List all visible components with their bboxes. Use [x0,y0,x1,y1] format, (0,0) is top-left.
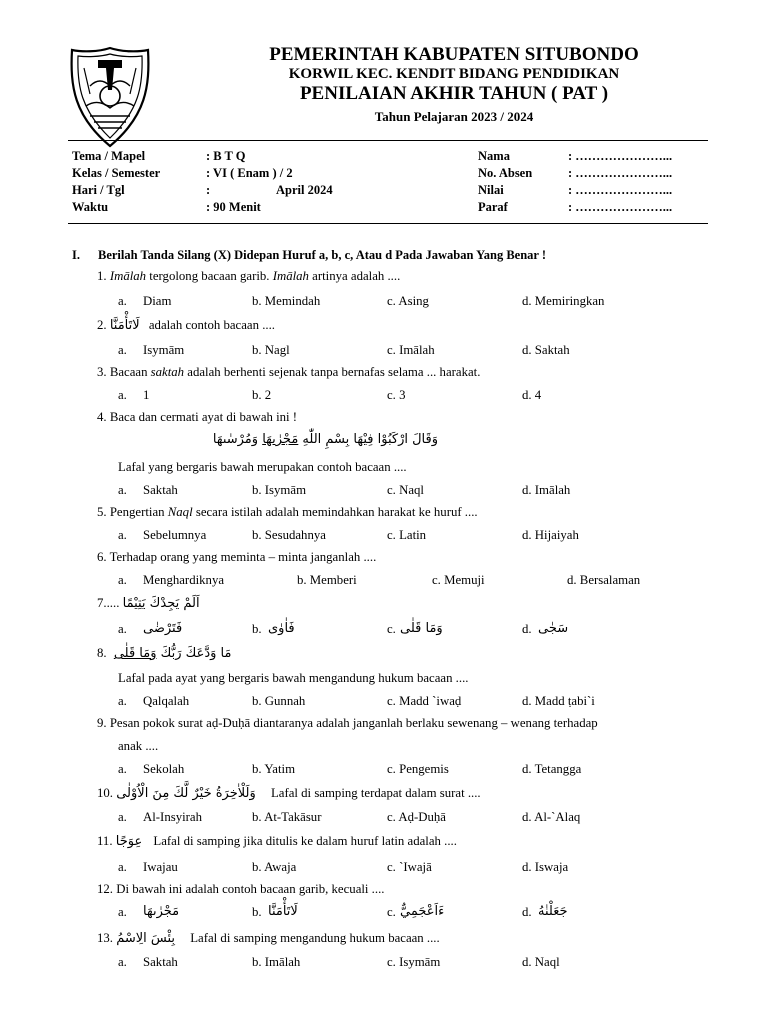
question-7 [97,595,200,612]
nilai-label: Nilai [478,183,504,197]
question-10 [97,785,481,802]
question-number: 9. [97,716,107,730]
option-b[interactable]: b. Isymām [252,483,307,497]
option-a[interactable]: 1 [143,388,150,402]
question-8 [97,645,231,662]
option-b-letter[interactable]: b. [252,905,262,919]
option-a-letter[interactable]: a. [118,343,127,357]
option-a-letter[interactable]: a. [118,294,127,308]
question-text: Di bawah ini adalah contoh bacaan garib, kecuali .... [116,882,385,896]
header-divider-bottom [68,223,708,224]
question-text: Naql [167,505,193,519]
option-d[interactable]: d. 4 [522,388,542,402]
hari-value: April 2024 [276,183,333,197]
option-c-letter[interactable]: c. [387,622,396,636]
question-number: 5. [97,505,107,519]
option-c[interactable]: c. Memuji [432,573,485,587]
option-b[interactable]: b. Imālah [252,955,301,969]
option-b[interactable]: b. Nagl [252,343,290,357]
question-text: secara istilah adalah memindahkan harakat ke huruf .... [192,505,478,519]
option-d[interactable]: d. Memiringkan [522,294,605,308]
option-a[interactable]: Al-Insyirah [143,810,202,824]
option-a-letter[interactable]: a. [118,955,127,969]
question-text: Lafal di samping jika ditulis ke dalam huruf latin adalah .... [153,834,457,848]
option-a[interactable]: مَجْرٰىهَا [143,904,180,919]
header-divider-top [68,140,708,141]
option-d[interactable]: d. Tetangga [522,762,582,776]
option-d-letter[interactable]: d. [522,622,532,636]
waktu-value: : 90 Menit [206,200,261,214]
question-text: Imālah [272,269,309,283]
option-c[interactable]: c. Pengemis [387,762,449,776]
question-text: Lafal di samping terdapat dalam surat .... [270,786,481,800]
question-9-continuation: anak .... [118,739,159,753]
question-1 [97,268,400,284]
arabic-text: وَلَلْاٰخِرَةُ خَيْرٌ لَّكَ مِنَ الْاُوْلٰى [116,786,256,801]
option-c[interactable]: c. `Iwajā [387,860,432,874]
absen-field[interactable]: : …………………... [568,166,673,180]
question-5 [97,504,478,520]
option-c-letter[interactable]: c. [387,905,396,919]
option-a-letter[interactable]: a. [118,905,127,919]
question-number: 4. [97,410,107,424]
kelas-label: Kelas / Semester [72,166,161,180]
arabic-text: لَاتَأْمَنَّا [109,318,140,333]
option-d[interactable]: d. Madd ṭabi`i [522,694,595,708]
option-a-letter[interactable]: a. [118,573,127,587]
option-c[interactable]: c. Latin [387,528,427,542]
header-government: PEMERINTAH KABUPATEN SITUBONDO [269,44,639,65]
option-b[interactable]: b. Gunnah [252,694,306,708]
question-text: Pesan pokok surat aḍ-Duḥā diantaranya adalah janganlah berlaku sewenang – wenang terhadap [109,716,598,730]
option-d[interactable]: d. Naql [522,955,560,969]
section-number: I. [72,248,80,262]
option-d[interactable]: d. Hijaiyah [522,528,579,542]
question-text: Bacaan [109,365,151,379]
nama-label: Nama [478,149,510,163]
option-b[interactable]: b. Awaja [252,860,297,874]
option-a[interactable]: Sekolah [143,762,185,776]
option-a-letter[interactable]: a. [118,810,127,824]
question-number: 6. [97,550,107,564]
question-text: Pengertian [109,505,168,519]
question-number: 12. [97,882,113,896]
question-3 [97,364,480,380]
question-text: tergolong bacaan garib. [146,269,273,283]
option-c[interactable]: c. Asing [387,294,429,308]
nilai-field[interactable]: : …………………... [568,183,673,197]
option-b[interactable]: b. Yatim [252,762,296,776]
question-12 [97,881,384,897]
header-school-year: Tahun Pelajaran 2023 / 2024 [374,109,534,124]
option-a[interactable]: Iwajau [143,860,178,874]
question-number: 13. [97,931,113,945]
header-korwil: KORWIL KEC. KENDIT BIDANG PENDIDIKAN [288,66,620,82]
question-13 [97,930,440,947]
question-text: adalah berhenti sejenak tanpa bernafas selama ... harakat. [184,365,481,379]
option-d[interactable]: d. Saktah [522,343,570,357]
option-c[interactable]: c. Imālah [387,343,435,357]
option-b[interactable]: b. Memindah [252,294,321,308]
option-a-letter[interactable]: a. [118,694,127,708]
student-info-block [72,149,712,217]
option-a[interactable]: فَتَرْضٰى [143,621,183,636]
paraf-field[interactable]: : …………………... [568,200,673,214]
option-a[interactable]: Diam [143,294,172,308]
question-number: 3. [97,365,107,379]
option-a[interactable]: Saktah [143,955,178,969]
question-number: 11. [97,834,113,848]
option-a[interactable]: Saktah [143,483,178,497]
option-a-letter[interactable]: a. [118,483,127,497]
option-d[interactable]: d. Bersalaman [567,573,641,587]
tema-label: Tema / Mapel [72,149,146,163]
hari-label: Hari / Tgl [72,183,125,197]
option-d[interactable]: d. Imālah [522,483,571,497]
option-a-letter[interactable]: a. [118,528,127,542]
option-b[interactable]: b. Sesudahnya [252,528,326,542]
option-a[interactable]: Isymām [143,343,185,357]
instruction-text: Berilah Tanda Silang (X) Didepan Huruf a, b, c, Atau d Pada Jawaban Yang Benar ! [98,248,547,262]
option-c[interactable]: c. Aḍ-Duḥā [387,810,446,824]
option-d[interactable]: d. Iswaja [522,860,569,874]
waktu-label: Waktu [72,200,109,214]
option-d[interactable]: جَعَلْنٰهُ [538,904,568,919]
question-text: Imālah [109,269,147,283]
option-a-letter[interactable]: a. [118,622,127,636]
question-text: Terhadap orang yang meminta – minta janganlah .... [109,550,377,564]
option-b[interactable]: b. At-Takāsur [252,810,322,824]
option-b-letter[interactable]: b. [252,622,262,636]
question-2 [97,317,275,334]
option-d[interactable]: d. Al-`Alaq [522,810,581,824]
question-blank: .... [106,596,120,610]
option-b[interactable]: b. 2 [252,388,272,402]
option-c[interactable]: وَمَا قَلٰى [400,621,443,636]
question-text: adalah contoh bacaan .... [148,318,275,332]
arabic-text: مَا وَدَّعَكَ رَبُّكَ [156,646,232,661]
nama-field[interactable]: : …………………... [568,149,673,163]
option-a-letter[interactable]: a. [118,388,127,402]
question-text: Baca dan cermati ayat di bawah ini ! [109,410,298,424]
question-number: 10. [97,786,113,800]
arabic-text: وَقَالَ ارْكَبُوْا فِيْهَا بِسْمِ اللّٰهِ [298,432,438,447]
kelas-value: : VI ( Enam ) / 2 [206,166,293,180]
tema-value: : B T Q [206,149,246,163]
option-c[interactable]: ءَاَعْجَمِيٌّ [400,904,445,919]
hari-colon: : [206,183,211,197]
question-number: 7. [97,596,107,610]
option-b[interactable]: b. Memberi [297,573,357,587]
arabic-text: اَلَمْ يَجِدْكَ يَتِيْمًا [122,596,200,611]
letterhead [160,44,748,125]
question-4-prompt: Lafal yang bergaris bawah merupakan contoh bacaan .... [118,460,407,474]
header-exam-title: PENILAIAN AKHIR TAHUN ( PAT ) [299,83,609,104]
question-9 [97,715,598,731]
question-text: Lafal di samping mengandung hukum bacaan .... [190,931,440,945]
arabic-text: عِوَجًا [115,834,143,849]
arabic-underlined: وَمَا قَلٰى [113,646,157,661]
option-a[interactable]: Qalqalah [143,694,190,708]
option-d[interactable]: سَجٰى [538,621,569,636]
question-text: saktah [150,365,185,379]
situbondo-emblem [68,46,152,148]
paraf-label: Paraf [478,200,508,214]
arabic-underlined: مَجْرٰىهَا [262,432,299,447]
option-c[interactable]: c. Madd `iwaḍ [387,694,462,708]
question-text: artinya adalah .... [308,269,401,283]
question-6 [97,549,376,565]
option-b[interactable]: لَاتَأْمَنَّا [268,904,298,919]
option-a-letter[interactable]: a. [118,860,127,874]
question-11 [97,833,457,850]
option-a-letter[interactable]: a. [118,762,127,776]
arabic-text: بِئْسَ الِاسْمُ [116,931,176,946]
option-c[interactable]: c. Isymām [387,955,441,969]
option-c[interactable]: c. 3 [387,388,406,402]
option-a[interactable]: Sebelumnya [143,528,207,542]
absen-label: No. Absen [478,166,533,180]
question-number: 1. [97,269,107,283]
option-d-letter[interactable]: d. [522,905,532,919]
option-a[interactable]: Menghardiknya [143,573,225,587]
quran-verse [118,432,438,447]
question-4 [97,409,297,425]
question-number: 8. [97,646,107,660]
option-c[interactable]: c. Naql [387,483,424,497]
option-b[interactable]: فَاٰوٰى [268,621,295,636]
question-8-prompt: Lafal pada ayat yang bergaris bawah mengandung hukum bacaan .... [118,671,469,685]
question-number: 2. [97,318,107,332]
arabic-text: وَمُرْسٰىهَا [212,432,263,447]
